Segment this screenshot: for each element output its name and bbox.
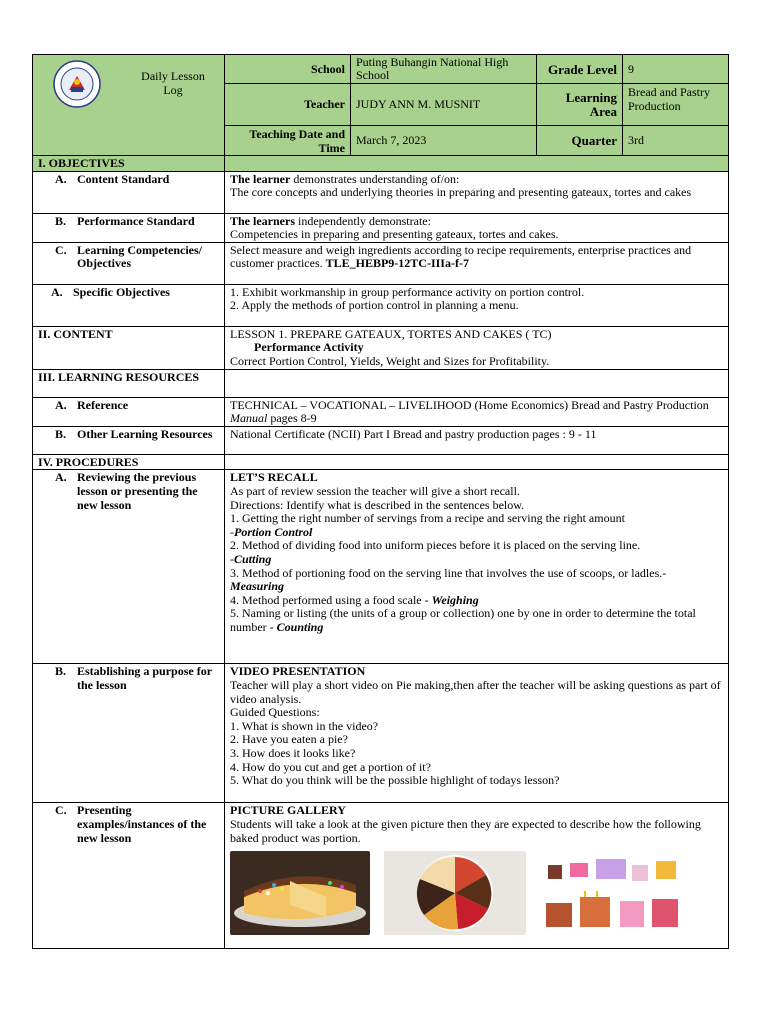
learning-area-label: Learning Area [537, 84, 623, 126]
performance-standard-value [225, 213, 729, 242]
teaching-date-value: March 7, 2023 [351, 126, 537, 156]
guided-question-3: 3. How does it looks like? [230, 745, 356, 760]
grade-label: Grade Level [537, 55, 623, 84]
content-activity: Performance Activity [254, 340, 364, 355]
quarter-value: 3rd [623, 126, 729, 156]
resources-heading-fill [225, 369, 729, 397]
reference-value-italic: Manual [230, 411, 268, 426]
content-heading: II. CONTENT [33, 326, 225, 369]
grade-value: 9 [623, 55, 729, 84]
performance-standard-rest: independently demonstrate: [295, 213, 431, 228]
learning-area-value: Bread and Pastry Production [623, 84, 729, 126]
specific-objectives-text: Specific Objectives [73, 284, 170, 299]
guided-question-5: 5. What do you think will be the possible highlight of todays lesson? [230, 773, 560, 788]
other-resources-label [33, 426, 225, 454]
recall-question-4-text: 4. Method performed using a food scale - [230, 592, 432, 607]
other-resources-text: Other Learning Resources [77, 426, 213, 441]
content-standard-text: Content Standard [77, 171, 170, 186]
specific-objectives-value [225, 284, 729, 326]
picture-gallery-text: Students will take a look at the given picture then they are expected to describe how the following baked product was portion. [230, 816, 701, 845]
recall-answer-3: Measuring [230, 579, 285, 594]
content-standard-rest: demonstrates understanding of/on: [290, 171, 460, 186]
purpose-label [33, 664, 225, 803]
teaching-date-label: Teaching Date and Time [225, 126, 351, 156]
reviewing-value [225, 470, 729, 664]
dll-title-line1: Daily Lesson [141, 69, 205, 83]
recall-question-3 [230, 567, 723, 594]
sprinkle-cake-image [230, 851, 370, 935]
reference-value-b: pages 8-9 [267, 411, 317, 426]
content-standard-value [225, 171, 729, 213]
content-value [225, 326, 729, 369]
objectives-heading-fill [225, 156, 729, 172]
recall-answer-1-prefix: - [230, 524, 234, 539]
presenting-value [225, 803, 729, 949]
dll-title [128, 69, 218, 97]
recall-question-5 [230, 607, 723, 634]
guided-question-2: 2. Have you eaten a pie? [230, 732, 348, 747]
competencies-text: Learning Competencies/ Objectives [77, 242, 202, 271]
performance-standard-label [33, 213, 225, 242]
specific-objectives-letter: A. [51, 284, 63, 299]
teacher-label: Teacher [225, 84, 351, 126]
reference-letter: A. [55, 397, 67, 412]
reference-value [225, 397, 729, 426]
video-presentation-title: VIDEO PRESENTATION [230, 664, 366, 679]
cake-slices-image [384, 851, 526, 935]
competencies-text-value: Select measure and weigh ingredients according to recipe requirements, enterprise practices and customer practices. [230, 242, 692, 271]
competencies-letter: C. [55, 242, 67, 257]
procedures-heading: IV. PROCEDURES [33, 454, 225, 470]
school-value: Puting Buhangin National High School [351, 55, 537, 84]
content-topic: Correct Portion Control, Yields, Weight and Sizes for Profitability. [230, 353, 550, 368]
purpose-letter: B. [55, 664, 67, 679]
recall-question-5-text: 5. Naming or listing (the units of a group or collection) one by one in order to determine the total number - [230, 606, 696, 634]
guided-question-4: 4. How do you cut and get a portion of it? [230, 759, 431, 774]
content-standard-letter: A. [55, 171, 67, 186]
recall-answer-1 [230, 526, 723, 540]
recall-question-2: 2. Method of dividing food into uniform pieces before it is placed on the serving line. [230, 538, 641, 553]
competencies-code: TLE_HEBP9-12TC-IIIa-f-7 [325, 256, 469, 271]
competencies-value [225, 242, 729, 284]
reviewing-letter: A. [55, 470, 67, 485]
specific-objective-1: 1. Exhibit workmanship in group performance activity on portion control. [230, 284, 585, 299]
performance-standard-text: Performance Standard [77, 213, 195, 228]
deped-seal-icon [53, 60, 101, 108]
recall-question-1: 1. Getting the right number of servings from a recipe and serving the right amount [230, 511, 625, 526]
guided-question-1: 1. What is shown in the video? [230, 718, 379, 733]
recall-answer-1-text: Portion Control [234, 524, 313, 539]
video-intro: Teacher will play a short video on Pie making,then after the teacher will be asking questions as part of video analysis. [230, 677, 721, 706]
reference-label [33, 397, 225, 426]
recall-intro-2: Directions: Identify what is described in the sentences below. [230, 497, 525, 512]
cake-clipart-image [540, 851, 688, 935]
dll-title-line2: Log [163, 83, 183, 97]
performance-standard-bold: The learners [230, 213, 295, 228]
lets-recall-title: LET’S RECALL [230, 470, 318, 485]
guided-questions-label: Guided Questions: [230, 705, 320, 720]
reference-text: Reference [77, 397, 129, 412]
teacher-value: JUDY ANN M. MUSNIT [351, 84, 537, 126]
picture-gallery-title: PICTURE GALLERY [230, 803, 346, 818]
recall-answer-2-text: Cutting [234, 551, 272, 566]
quarter-label: Quarter [537, 126, 623, 156]
other-resources-value: National Certificate (NCII) Part I Bread and pastry production pages : 9 - 11 [225, 426, 729, 454]
recall-answer-2 [230, 553, 723, 567]
resources-heading: III. LEARNING RESOURCES [33, 369, 225, 397]
recall-answer-4: Weighing [431, 592, 479, 607]
content-standard-label [33, 171, 225, 213]
presenting-label [33, 803, 225, 949]
specific-objective-2: 2. Apply the methods of portion control in planning a menu. [230, 298, 519, 313]
picture-gallery [230, 851, 723, 935]
recall-answer-5: Counting [276, 619, 324, 634]
competencies-label [33, 242, 225, 284]
recall-question-4 [230, 594, 723, 608]
purpose-value [225, 664, 729, 803]
content-standard-bold: The learner [230, 171, 291, 186]
performance-standard-line2: Competencies in preparing and presenting gateaux, tortes and cakes. [230, 227, 559, 242]
recall-question-3-text: 3. Method of portioning food on the serving line that involves the use of scoops, or ladles.- [230, 565, 667, 580]
procedures-heading-fill [225, 454, 729, 470]
reference-value-a: TECHNICAL – VOCATIONAL – LIVELIHOOD (Home Economics) Bread and Pastry Production [230, 397, 709, 412]
content-lesson: LESSON 1. PREPARE GATEAUX, TORTES AND CAKES ( TC) [230, 326, 552, 341]
other-resources-letter: B. [55, 426, 67, 441]
specific-objectives-label [33, 284, 225, 326]
daily-lesson-log-table [32, 54, 729, 949]
reviewing-text: Reviewing the previous lesson or presenting the new lesson [77, 470, 198, 512]
recall-intro-1: As part of review session the teacher will give a short recall. [230, 483, 520, 498]
reviewing-label [33, 470, 225, 664]
school-label: School [225, 55, 351, 84]
header-logo-cell [33, 55, 225, 156]
recall-answer-2-prefix: - [230, 551, 234, 566]
content-standard-line2: The core concepts and underlying theories in preparing and presenting gateaux, tortes and cakes [230, 185, 692, 200]
presenting-letter: C. [55, 803, 67, 818]
presenting-text: Presenting examples/instances of the new lesson [77, 803, 207, 845]
purpose-text: Establishing a purpose for the lesson [77, 664, 212, 692]
objectives-heading: I. OBJECTIVES [33, 156, 225, 172]
performance-standard-letter: B. [55, 213, 67, 228]
